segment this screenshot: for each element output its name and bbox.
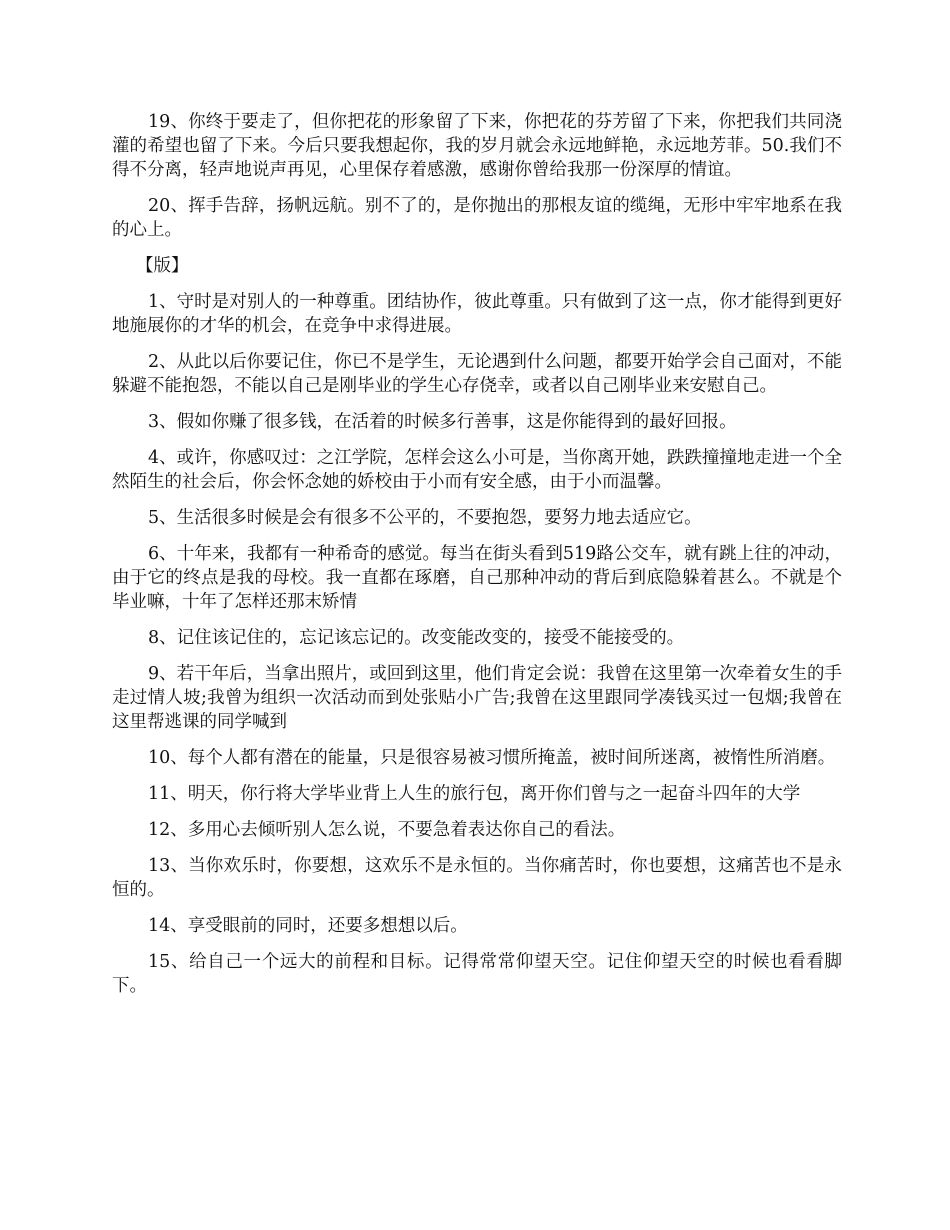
paragraph-14: 14、享受眼前的同时，还要多想想以后。 [148, 916, 468, 936]
paragraph-12: 12、多用心去倾听别人怎么说，不要急着表达你自己的看法。 [148, 820, 626, 840]
paragraph-9: 9、若干年后，当拿出照片，或回到这里，他们肯定会说：我曾在这里第一次牵着女生的手走过情人坡;我曾为组织一次活动而到处张贴小广告;我曾在这里跟同学凑钱买过一包烟;我曾在这里帮逃课的同学喊到 [112, 664, 842, 732]
paragraph-5: 5、生活很多时候是会有很多不公平的，不要抱怨，要努力地去适应它。 [148, 508, 702, 528]
section-heading: 【版】 [136, 256, 189, 276]
paragraph-13: 13、当你欢乐时，你要想，这欢乐不是永恒的。当你痛苦时，你也要想，这痛苦也不是永恒的。 [112, 856, 842, 900]
paragraph-1: 1、守时是对别人的一种尊重。团结协作，彼此尊重。只有做到了这一点，你才能得到更好地施展你的才华的机会，在竞争中求得进展。 [112, 292, 842, 336]
paragraph-2: 2、从此以后你要记住，你已不是学生，无论遇到什么问题，都要开始学会自己面对，不能躲避不能抱怨，不能以自己是刚毕业的学生心存侥幸，或者以自己刚毕业来安慰自己。 [112, 352, 842, 396]
paragraph-3: 3、假如你赚了很多钱，在活着的时候多行善事，这是你能得到的最好回报。 [148, 412, 737, 432]
paragraph-20: 20、挥手告辞，扬帆远航。别不了的，是你抛出的那根友谊的缆绳，无形中牢牢地系在我的心上。 [112, 196, 842, 240]
paragraph-4: 4、或许，你感叹过：之江学院，怎样会这么小可是，当你离开她，跌跌撞撞地走进一个全然陌生的社会后，你会怀念她的娇校由于小而有安全感，由于小而温馨。 [112, 448, 842, 492]
paragraph-11: 11、明天，你行将大学毕业背上人生的旅行包，离开你们曾与之一起奋斗四年的大学 [148, 784, 801, 804]
document-page [112, 110, 842, 1010]
paragraph-15: 15、给自己一个远大的前程和目标。记得常常仰望天空。记住仰望天空的时候也看看脚下。 [112, 952, 842, 996]
paragraph-19: 19、你终于要走了，但你把花的形象留了下来，你把花的芬芳留了下来，你把我们共同浇灌的希望也留了下来。今后只要我想起你，我的岁月就会永远地鲜艳，永远地芳菲。50.我们不得不分离，轻声地说声再见，心里保存着感激，感谢你曾给我那一份深厚的情谊。 [112, 112, 842, 180]
paragraph-6: 6、十年来，我都有一种希奇的感觉。每当在街头看到519路公交车，就有跳上往的冲动，由于它的终点是我的母校。我一直都在琢磨，自己那种冲动的背后到底隐躲着甚么。不就是个毕业嘛，十年了怎样还那末矫情 [112, 544, 842, 612]
paragraph-10: 10、每个人都有潜在的能量，只是很容易被习惯所掩盖，被时间所迷离，被惰性所消磨。 [148, 748, 836, 768]
paragraph-8: 8、记住该记住的，忘记该忘记的。改变能改变的，接受不能接受的。 [148, 628, 685, 648]
